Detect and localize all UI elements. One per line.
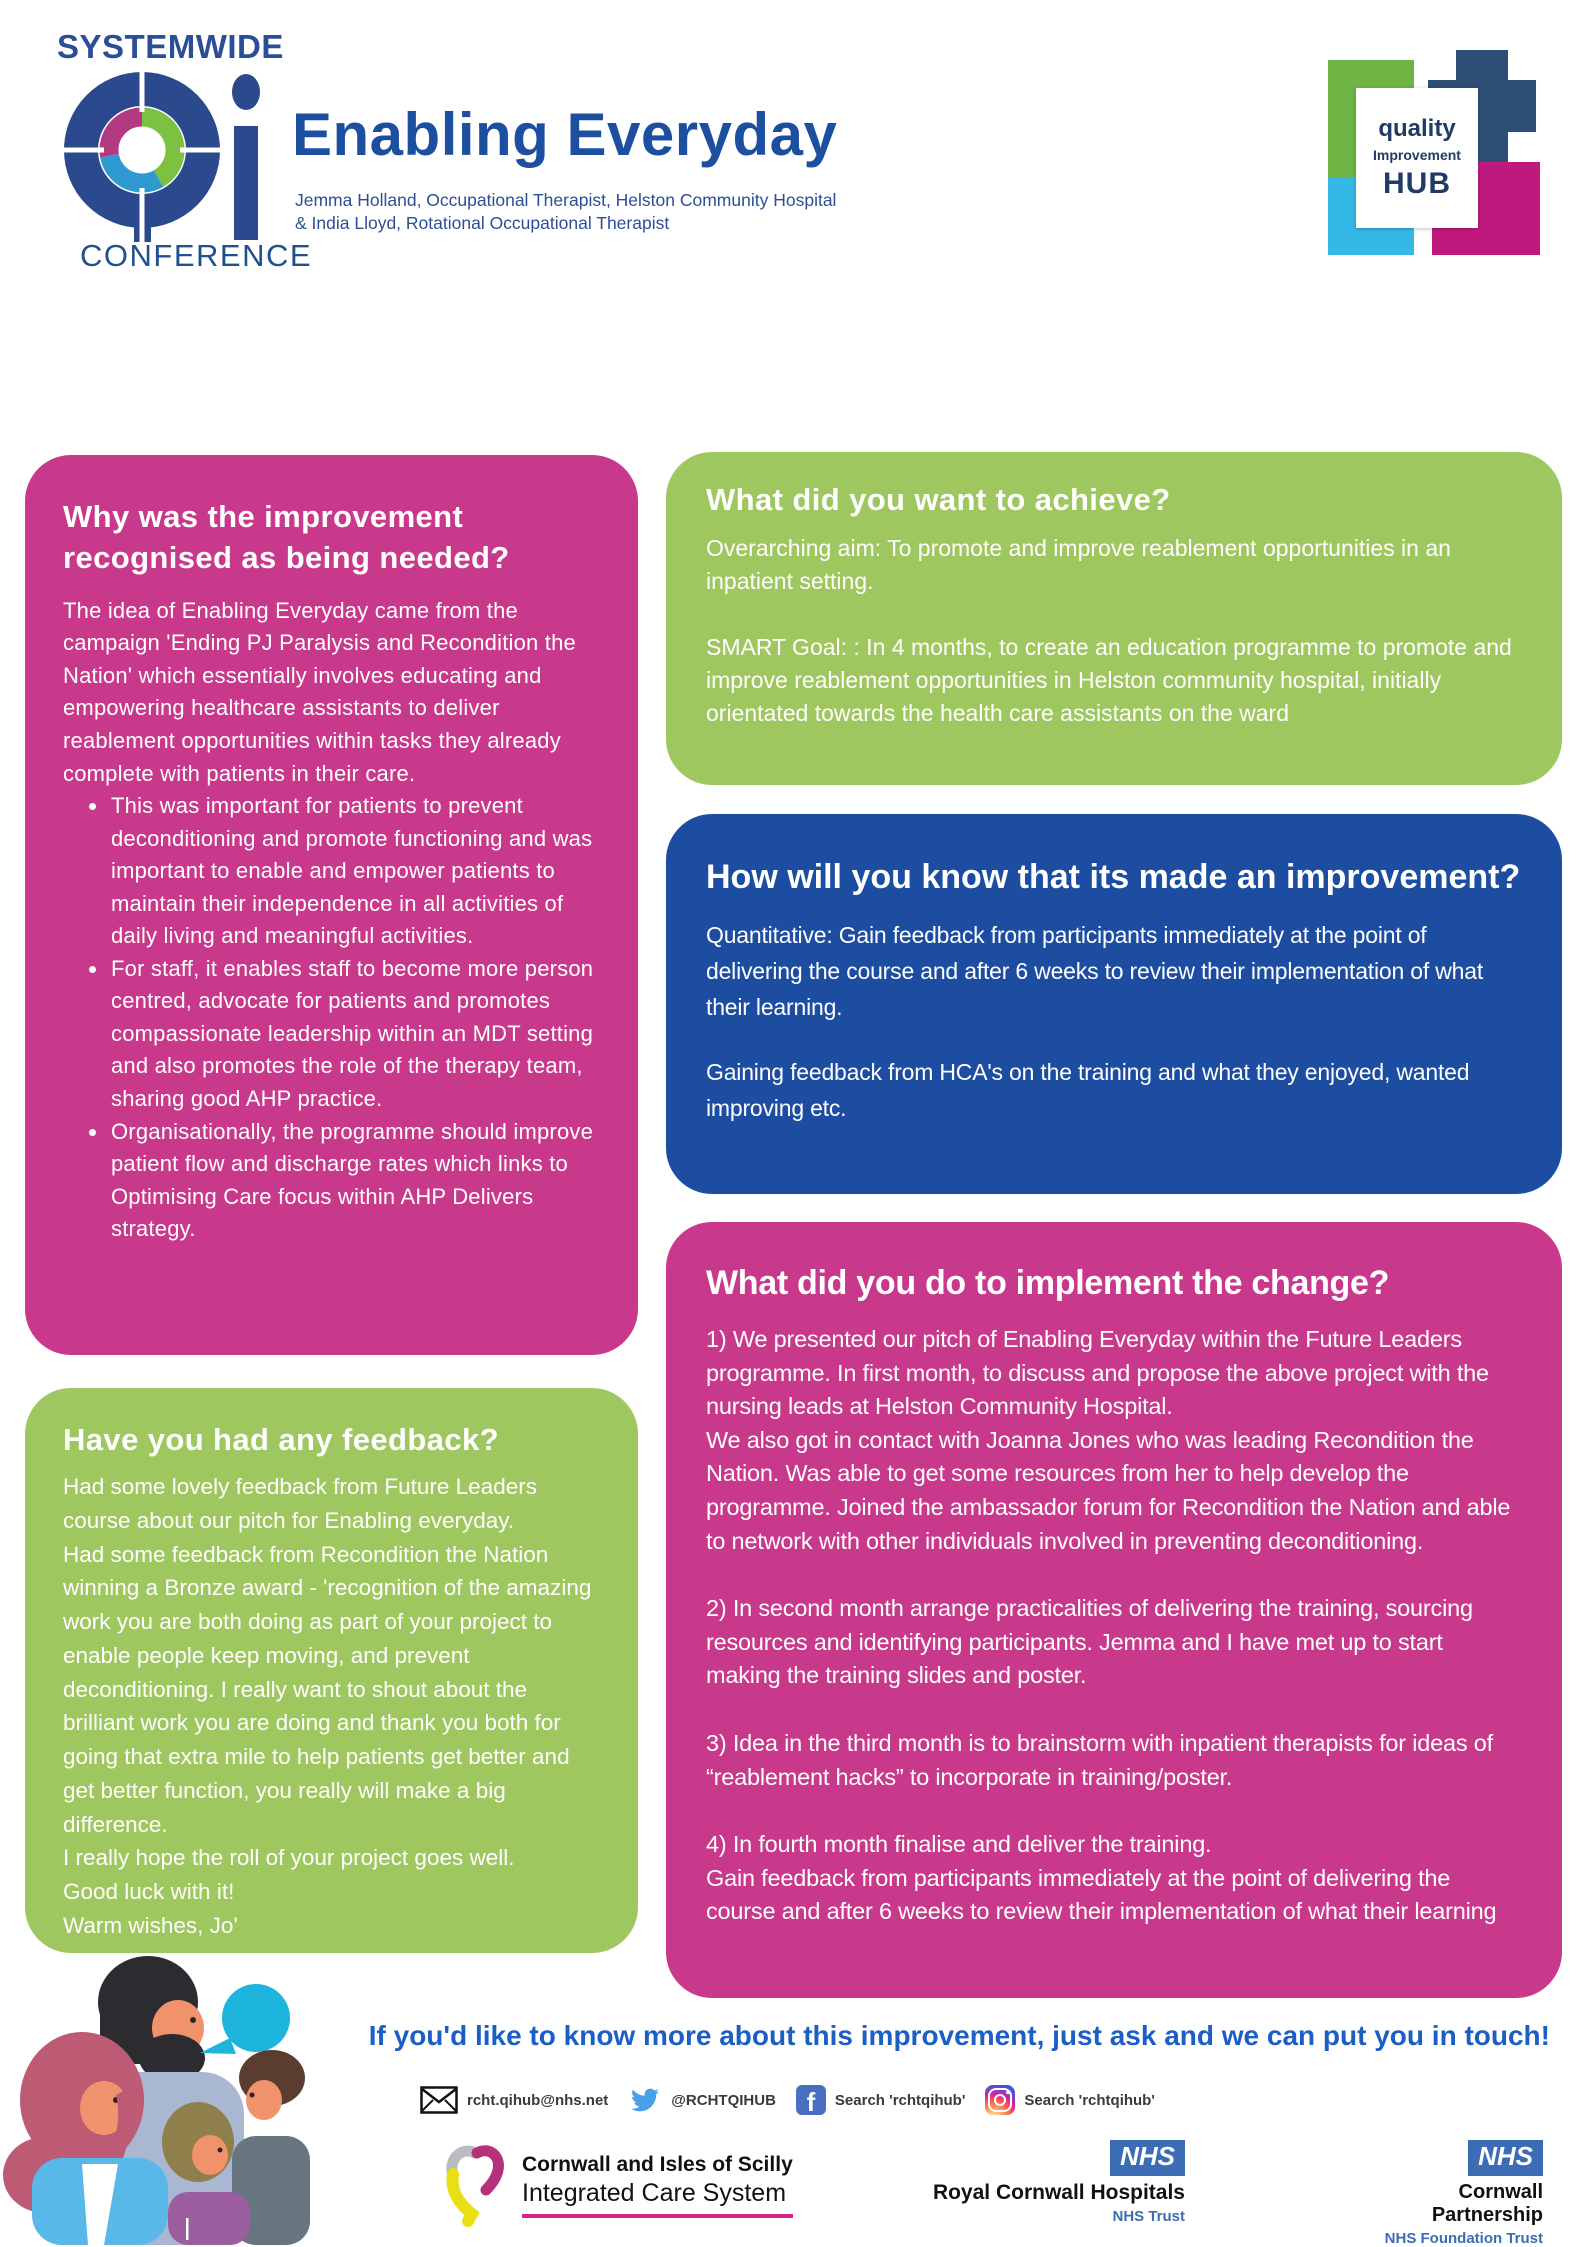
section-feedback (25, 1388, 638, 1953)
family-illustration (0, 1950, 312, 2245)
section-why-body (25, 579, 638, 1246)
section-know-improvement (666, 814, 1562, 1194)
section-feedback-heading: Have you had any feedback? (63, 1422, 499, 1457)
section-achieve-heading: What did you want to achieve? (706, 482, 1171, 517)
paragraph: Had some lovely feedback from Future Leaders course about our pitch for Enabling everyday. (63, 1474, 537, 1533)
ics-underline (522, 2214, 793, 2218)
paragraph: Quantitative: Gain feedback from participants immediately at the point of delivering the course and after 6 weeks to review their implementation of what their learning. (706, 922, 1484, 1020)
contact-email-label: rcht.qihub@nhs.net (467, 2091, 609, 2109)
paragraph: Overarching aim: To promote and improve reablement opportunities in an inpatient setting. (706, 535, 1451, 595)
twitter-icon (628, 2086, 662, 2114)
hub-label-improvement: Improvement (1373, 147, 1461, 163)
paragraph: Had some feedback from Recondition the Nation winning a Bronze award - 'recognition of the amazing work you are both doing as part of your project to enable people keep moving, and prevent deconditioning. I really want to shout about the brilliant work you are doing and thank you both for going that extra mile to help patients get better and get better function, you really will make a big difference. (63, 1541, 592, 1837)
paragraph: Warm wishes, Jo' (63, 1912, 238, 1938)
section-achieve (666, 452, 1562, 785)
bullet-item: • This was important for patients to prevent deconditioning and promote functioning and was important to enable and empower patients to maintain their independence in all activities of daily living and meaningful activities. (109, 790, 604, 953)
royal-cornwall-hospitals-logo (835, 2140, 1185, 2225)
email-icon (420, 2086, 458, 2114)
hub-label-hub: HUB (1383, 167, 1451, 200)
cp-name: Cornwall Partnership (1431, 2181, 1543, 2226)
bullet-item: • Organisationally, the programme should improve patient flow and discharge rates which links to Optimising Care focus within AHP Delivers strategy. (109, 1116, 604, 1246)
paragraph: Good luck with it! (63, 1879, 235, 1904)
rch-name: Royal Cornwall Hospitals (932, 2181, 1185, 2204)
nhs-logo-icon: NHS (1468, 2140, 1543, 2176)
paragraph: 1) We presented our pitch of Enabling Everyday within the Future Leaders programme. In first month, to discuss and propose the above project with the nursing leads at Helston Community Hospital. (706, 1326, 1489, 1420)
paragraph: 2) In second month arrange practicalities of delivering the training, sourcing resources and identifying participants. Jemma and I have met up to start making the training slides and poster. (706, 1595, 1473, 1689)
nhs-logo-icon: NHS (1110, 2140, 1185, 2176)
page-title: Enabling Everyday (292, 101, 838, 168)
rch-sub: NHS Trust (1112, 2208, 1185, 2225)
section-why-needed (25, 455, 638, 1355)
section-why-bullet-list (63, 790, 604, 1246)
systemwide-label: SYSTEMWIDE (57, 28, 284, 65)
contact-row (420, 2085, 1155, 2115)
instagram-icon (985, 2085, 1015, 2115)
ics-heart-icon (438, 2142, 510, 2228)
authors-subtitle (295, 189, 836, 235)
ics-logo (438, 2142, 793, 2228)
section-implement-body (666, 1303, 1562, 1929)
paragraph: We also got in contact with Joanna Jones who was leading Recondition the Nation. Was able to get some resources from her to help develop the programme. Joined the ambassador forum for Recondition the Nation and able to network with other individuals involved in preventing deconditioning. (706, 1426, 1511, 1554)
bullet-item: • For staff, it enables staff to become more person centred, advocate for patients and promotes compassionate leadership within an MDT setting and also promotes the role of the therapy team, sharing good AHP practice. (109, 953, 604, 1116)
paragraph: 4) In fourth month finalise and deliver the training. (706, 1831, 1212, 1858)
paragraph: I really hope the roll of your project goes well. (63, 1845, 515, 1871)
hub-label-quality: quality (1378, 115, 1456, 142)
cp-sub: NHS Foundation Trust (1384, 2230, 1543, 2247)
contact-email[interactable] (420, 2086, 608, 2114)
contact-twitter[interactable] (628, 2086, 776, 2114)
authors-line-2: & India Lloyd, Rotational Occupational Therapist (295, 212, 670, 233)
cornwall-partnership-logo (1343, 2140, 1543, 2247)
paragraph: Gaining feedback from HCA's on the training and what they enjoyed, wanted improving etc. (706, 1059, 1470, 1121)
hub-label-card (1356, 88, 1478, 228)
ics-name-line2: Integrated Care System (522, 2178, 787, 2207)
footer-tagline: If you'd like to know more about this improvement, just ask and we can put you in touch! (368, 2020, 1550, 2051)
facebook-icon: f (796, 2085, 826, 2115)
section-know-heading: How will you know that its made an improvement? (706, 858, 1521, 896)
section-achieve-body (666, 518, 1562, 731)
authors-line-1: Jemma Holland, Occupational Therapist, Helston Community Hospital (295, 190, 837, 210)
quality-improvement-hub-logo (1328, 50, 1540, 256)
section-feedback-body (25, 1458, 638, 1943)
section-why-heading: Why was the improvement recognised as being needed? (63, 499, 510, 575)
contact-instagram[interactable] (985, 2085, 1155, 2115)
contact-twitter-label: @RCHTQIHUB (671, 2091, 776, 2109)
contact-facebook[interactable] (796, 2085, 966, 2115)
ics-name-line1: Cornwall and Isles of Scilly (522, 2152, 793, 2176)
section-implement-change (666, 1222, 1562, 1998)
paragraph: SMART Goal: : In 4 months, to create an education programme to promote and improve reablement opportunities in Helston community hospital, initially orientated towards the health care assistants on the ward (706, 633, 1512, 727)
contact-instagram-label: Search 'rchtqihub' (1024, 2091, 1155, 2109)
conference-label: CONFERENCE (80, 238, 313, 273)
section-why-intro: The idea of Enabling Everyday came from the campaign 'Ending PJ Paralysis and Recondition the Nation' which essentially involves educating and empowering healthcare assistants to deliver reablement opportunities within tasks they already complete with patients in their care. (63, 597, 576, 786)
section-know-body (666, 904, 1562, 1126)
qi-conference-logo-icon (58, 64, 270, 242)
contact-facebook-label: Search 'rchtqihub' (834, 2091, 966, 2109)
paragraph: 3) Idea in the third month is to brainstorm with inpatient therapists for ideas of “reablement hacks” to incorporate in training/poster. (706, 1729, 1493, 1790)
section-implement-heading: What did you do to implement the change? (706, 1264, 1390, 1302)
paragraph: Gain feedback from participants immediately at the point of delivering the course and after 6 weeks to review their implementation of what their learning (706, 1864, 1497, 1925)
